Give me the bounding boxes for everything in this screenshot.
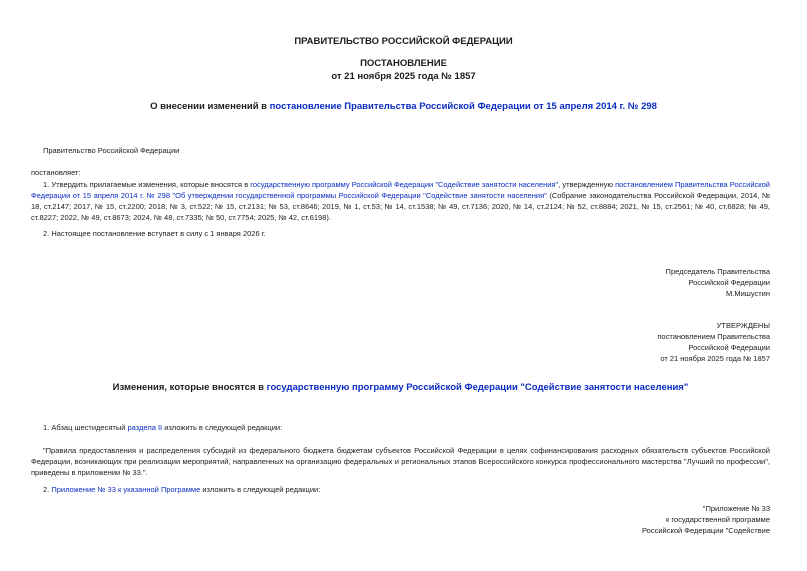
clause-1-text-pre: 1. Утвердить прилагаемые изменения, которые вносятся в xyxy=(43,180,251,189)
clause-1-resolution-link[interactable]: постановлением Правительства Российской Федерации от 15 апреля 2014 г. № 298 "Об утверждении государственной программы Российской Федерации "Содействие занятости населения" xyxy=(31,180,770,200)
amendment-item-2 xyxy=(31,484,770,495)
amendment-item-2-appendix-link[interactable]: Приложение № 33 к указанной Программе xyxy=(51,485,201,494)
signature-position-line-1: Председатель Правительства xyxy=(665,267,770,276)
signature-name: М.Мишустин xyxy=(726,289,770,298)
preamble-subject: Правительство Российской Федерации xyxy=(43,146,180,155)
signature-block xyxy=(666,266,770,299)
appendix-reference-line-2: к государственной программе xyxy=(665,515,770,524)
clause-2-paragraph: 2. Настоящее постановление вступает в силу с 1 января 2026 г. xyxy=(43,229,266,238)
clause-1-program-link[interactable]: государственную программу Российской Федерации "Содействие занятости населения" xyxy=(250,180,559,189)
appendix-reference-block xyxy=(642,503,770,536)
clause-1-text-tail: (Собрание законодательства Российской Федерации, 2014, № 18, ст.2147; 2017, № 15, ст.2200; 2018, № 3, ст.522; № 15, ст.2131; № 53, ст.8646; 2019, № 1, ст.53; № 14, ст.1538; № 49, ст.7136; 2020, № 14, ст.2124; № 52, ст.8884; 2021, № 15, ст.2561; № 40, ст.6828; № 49, ст.8227; 2022, № 49, ст.8673; 2024, № 48, ст.7335; № 50, ст.7754; 2025, № 42, ст.6198). xyxy=(31,191,770,222)
amendment-item-1-quote: "Правила предоставления и распределения субсидий из федерального бюджета бюджетам субъектов Российской Федерации в целях софинансирования расходных обязательств субъектов Российской Федерации, возникающих при реализации мероприятий, направленных на организацию федеральных и региональных этапов Всероссийского конкурса профессионального мастерства "Лучший по профессии", приведены в приложении № 33.". xyxy=(31,446,770,477)
approval-by-line-1: постановлением Правительства xyxy=(657,332,770,341)
document-date-number: от 21 ноября 2025 года № 1857 xyxy=(331,71,476,82)
amendments-heading-text: Изменения, которые вносятся в xyxy=(112,382,267,393)
amendment-item-1-section-link[interactable]: раздела II xyxy=(127,423,163,432)
amendments-heading-link[interactable]: государственную программу Российской Федерации "Содействие занятости населения" xyxy=(266,382,689,393)
approval-status: УТВЕРЖДЕНЫ xyxy=(716,321,770,330)
signature-position-line-2: Российской Федерации xyxy=(688,278,770,287)
document-title xyxy=(0,101,807,113)
clause-1-text-mid: , утвержденную xyxy=(558,180,616,189)
appendix-reference-line-1: "Приложение № 33 xyxy=(702,504,770,513)
clause-1-paragraph xyxy=(31,179,770,223)
amendment-item-1-text-tail: изложить в следующей редакции: xyxy=(162,423,283,432)
amendment-item-2-text-pre: 2. xyxy=(43,485,52,494)
document-type-heading: ПОСТАНОВЛЕНИЕ xyxy=(360,58,447,69)
preamble-verb: постановляет: xyxy=(31,168,81,177)
appendix-reference-line-3: Российской Федерации "Содействие xyxy=(642,526,770,535)
amendment-item-1-text-pre: 1. Абзац шестидесятый xyxy=(43,423,128,432)
document-title-link[interactable]: постановление Правительства Российской Федерации от 15 апреля 2014 г. № 298 xyxy=(269,101,657,112)
amendment-item-1 xyxy=(31,422,770,433)
approval-block xyxy=(657,320,770,364)
approval-date-number: от 21 ноября 2025 года № 1857 xyxy=(660,354,770,363)
amendments-heading xyxy=(31,382,770,394)
amendment-item-2-text-tail: изложить в следующей редакции: xyxy=(200,485,321,494)
document-org-heading: ПРАВИТЕЛЬСТВО РОССИЙСКОЙ ФЕДЕРАЦИИ xyxy=(294,36,513,47)
document-title-text: О внесении изменений в xyxy=(150,101,270,112)
approval-by-line-2: Российской Федерации xyxy=(688,343,770,352)
